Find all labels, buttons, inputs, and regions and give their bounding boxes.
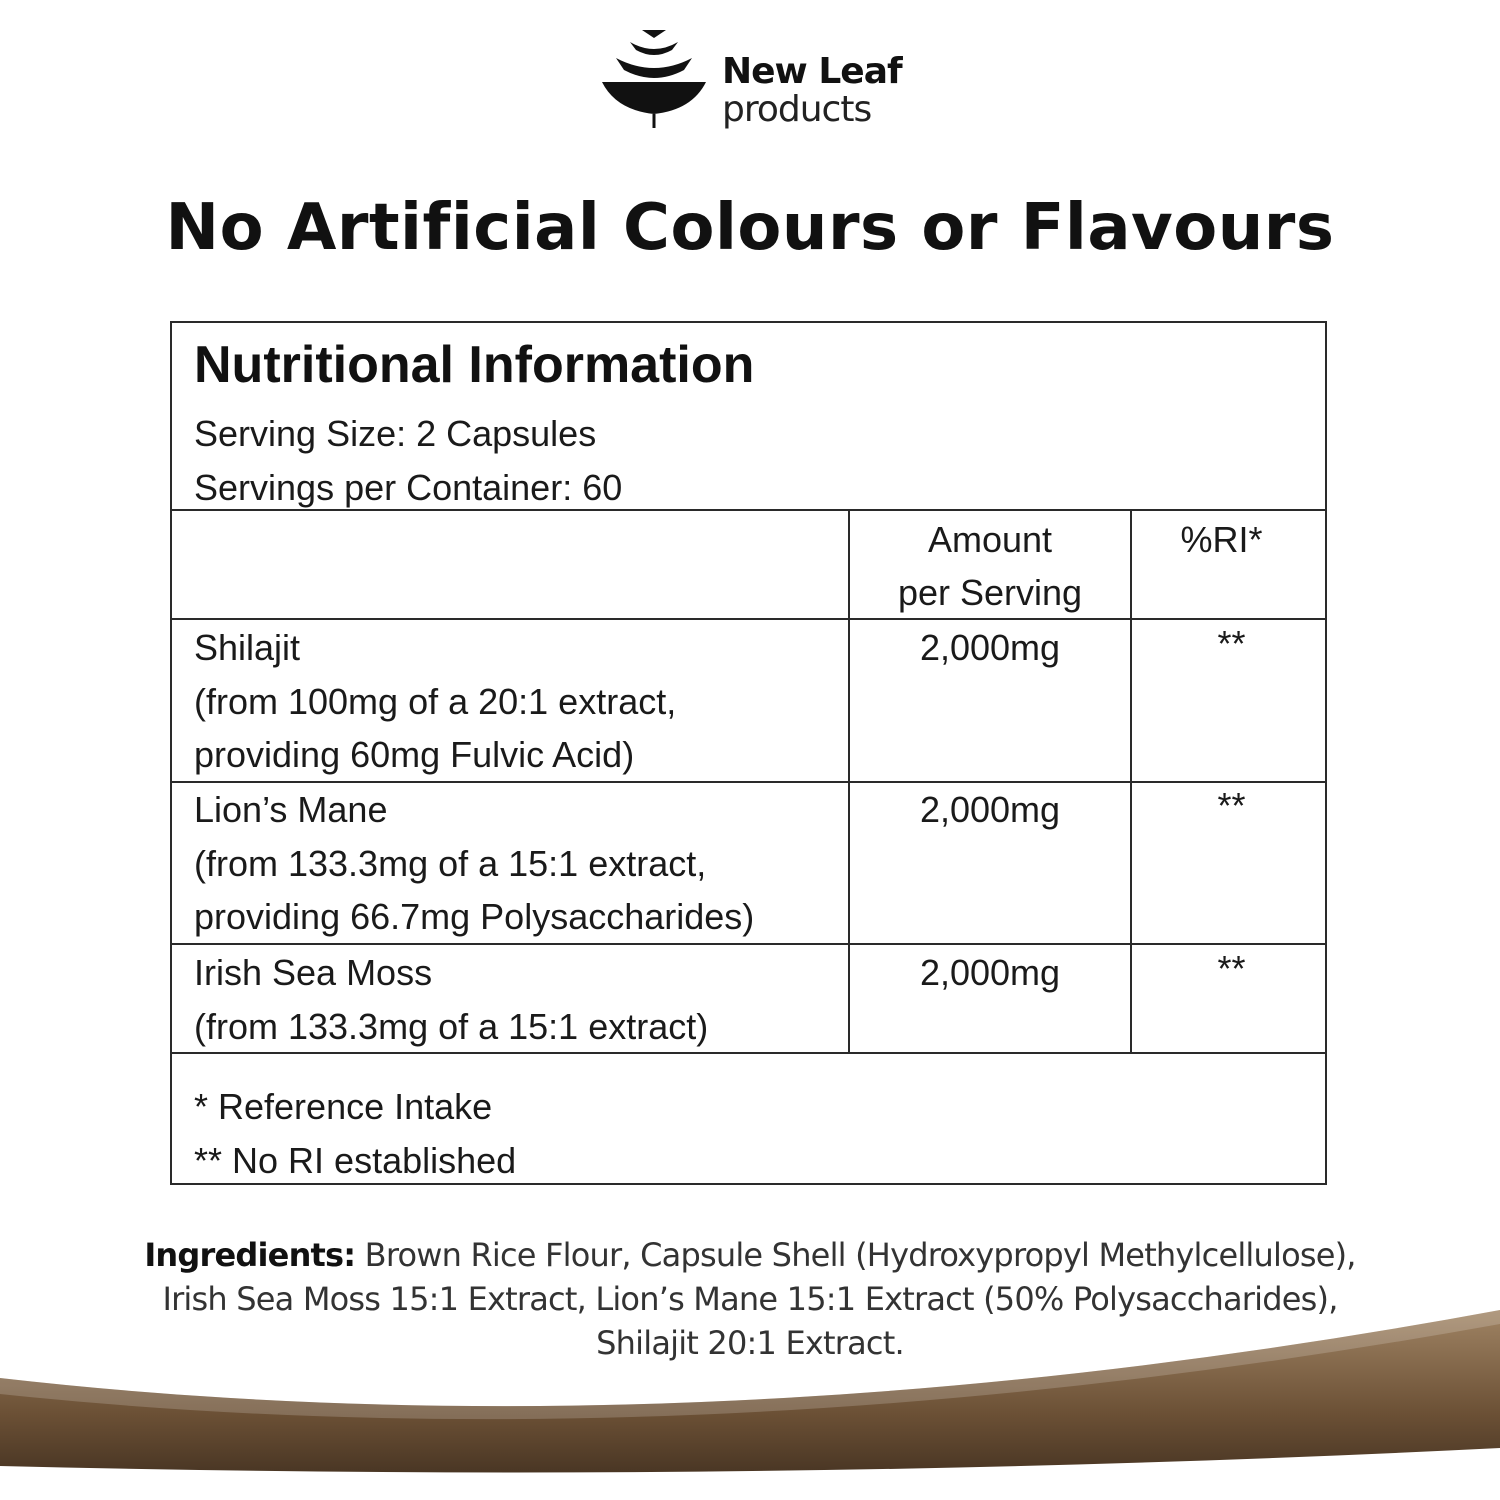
column-header-ri: %RI* xyxy=(1180,519,1263,560)
nutrient-name: Lion’s Mane xyxy=(194,789,388,830)
nutrient-detail: providing 60mg Fulvic Acid) xyxy=(194,734,635,775)
nutrient-detail: (from 133.3mg of a 15:1 extract, xyxy=(194,843,707,884)
brand-logo xyxy=(602,26,912,136)
nutrient-detail: (from 133.3mg of a 15:1 extract) xyxy=(194,1006,709,1047)
nutrition-panel xyxy=(170,321,1327,1185)
nutrient-detail: providing 66.7mg Polysaccharides) xyxy=(194,896,755,937)
nutrient-detail: (from 100mg of a 20:1 extract, xyxy=(194,681,677,722)
ingredients-line-1 xyxy=(0,1233,1500,1277)
footnote-reference-intake: * Reference Intake xyxy=(194,1086,493,1127)
nutrient-amount: 2,000mg xyxy=(919,952,1061,993)
brand-name: New Leaf xyxy=(722,51,902,92)
stacked-leaf-tree-icon xyxy=(602,26,706,130)
table-column-rule xyxy=(1130,509,1132,1052)
nutrient-ri: ** xyxy=(1217,623,1246,664)
headline: No Artificial Colours or Flavours xyxy=(165,191,1335,265)
brand-subtitle: products xyxy=(722,89,872,130)
nutrient-amount: 2,000mg xyxy=(919,627,1061,668)
footnote-no-ri: ** No RI established xyxy=(194,1140,517,1181)
serving-size: Serving Size: 2 Capsules xyxy=(194,413,597,454)
nutrition-title: Nutritional Information xyxy=(194,336,755,394)
nutrient-ri: ** xyxy=(1217,785,1246,826)
decorative-swoosh xyxy=(0,1300,1500,1500)
ingredients-line-3: Shilajit 20:1 Extract. xyxy=(596,1324,904,1362)
ingredients-text: Brown Rice Flour, Capsule Shell (Hydroxypropyl Methylcellulose), xyxy=(355,1236,1356,1274)
nutrient-name: Irish Sea Moss xyxy=(194,952,433,993)
column-header-amount-sub: per Serving xyxy=(897,572,1083,613)
nutrient-amount: 2,000mg xyxy=(919,789,1061,830)
nutrient-name: Shilajit xyxy=(194,627,301,668)
ingredients-label: Ingredients: xyxy=(144,1236,356,1274)
table-rule xyxy=(172,509,1325,511)
servings-per-container: Servings per Container: 60 xyxy=(194,467,623,508)
column-header-amount: Amount xyxy=(927,519,1053,560)
nutrient-ri: ** xyxy=(1217,948,1246,989)
ingredients-line-2: Irish Sea Moss 15:1 Extract, Lion’s Mane 15:1 Extract (50% Polysaccharides), xyxy=(162,1280,1338,1318)
